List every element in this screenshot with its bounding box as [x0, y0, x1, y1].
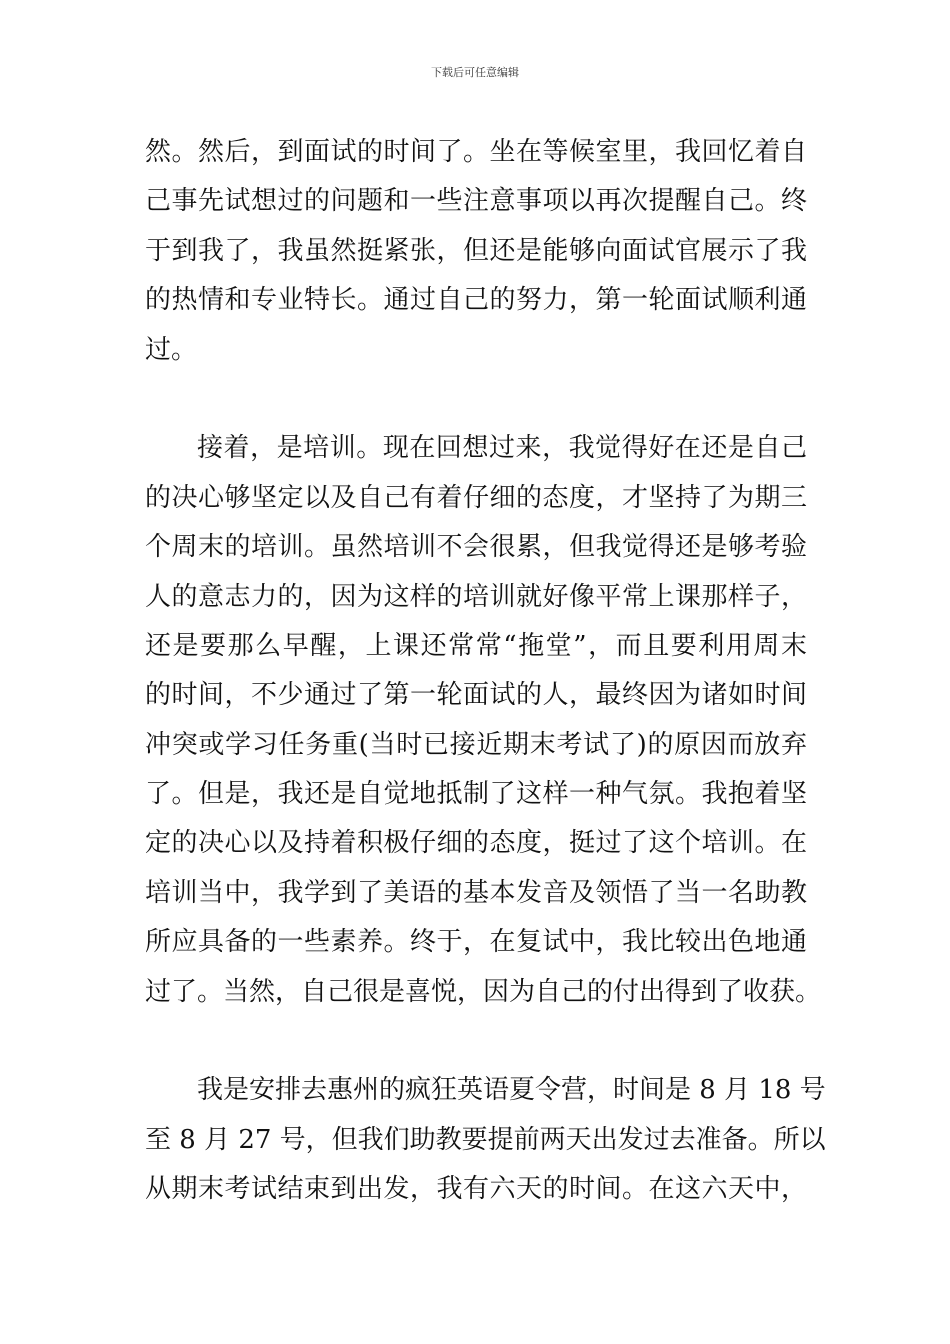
page-header: 下载后可任意编辑: [431, 66, 519, 79]
document-body: [145, 128, 826, 1215]
paragraph-gap: [145, 375, 807, 424]
text-line: 过。: [145, 334, 198, 365]
paragraph: [145, 1066, 826, 1214]
text-line: 定的决心以及持着积极仔细的态度，挺过了这个培训。在: [145, 828, 807, 859]
text-line: 于到我了，我虽然挺紧张，但还是能够向面试官展示了我: [145, 235, 807, 266]
text-line: 的热情和专业特长。通过自己的努力，第一轮面试顺利通: [145, 285, 807, 316]
text-line: 培训当中，我学到了美语的基本发音及领悟了当一名助教: [145, 877, 807, 908]
text-line: 人的意志力的，因为这样的培训就好像平常上课那样子，: [145, 581, 807, 612]
text-line: 我是安排去惠州的疯狂英语夏令营，时间是 8 月 18 号: [197, 1075, 826, 1106]
text-line: 从期末考试结束到出发，我有六天的时间。在这六天中，: [145, 1174, 807, 1205]
text-line: 的时间，不少通过了第一轮面试的人，最终因为诸如时间: [145, 680, 807, 711]
paragraph: [145, 424, 822, 1017]
text-line: 过了。当然，自己很是喜悦，因为自己的付出得到了收获。: [145, 976, 822, 1007]
text-line: 己事先试想过的问题和一些注意事项以再次提醒自己。终: [145, 186, 807, 217]
text-line: 接着，是培训。现在回想过来，我觉得好在还是自己: [197, 433, 807, 464]
text-line: 的决心够坚定以及自己有着仔细的态度，才坚持了为期三: [145, 482, 807, 513]
paragraph: [145, 128, 807, 375]
text-line: 然。然后，到面试的时间了。坐在等候室里，我回忆着自: [145, 137, 807, 167]
text-line: 至 8 月 27 号，但我们助教要提前两天出发过去准备。所以: [145, 1124, 826, 1155]
text-line: 还是要那么早醒，上课还常常“拖堂”，而且要利用周末: [145, 630, 807, 661]
text-line: 所应具备的一些素养。终于，在复试中，我比较出色地通: [145, 927, 807, 958]
text-line: 个周末的培训。虽然培训不会很累，但我觉得还是够考验: [145, 532, 807, 563]
paragraph-gap: [145, 1017, 807, 1066]
text-line: 冲突或学习任务重(当时已接近期末考试了)的原因而放弃: [145, 729, 807, 760]
text-line: 了。但是，我还是自觉地抵制了这样一种气氛。我抱着坚: [145, 779, 807, 810]
